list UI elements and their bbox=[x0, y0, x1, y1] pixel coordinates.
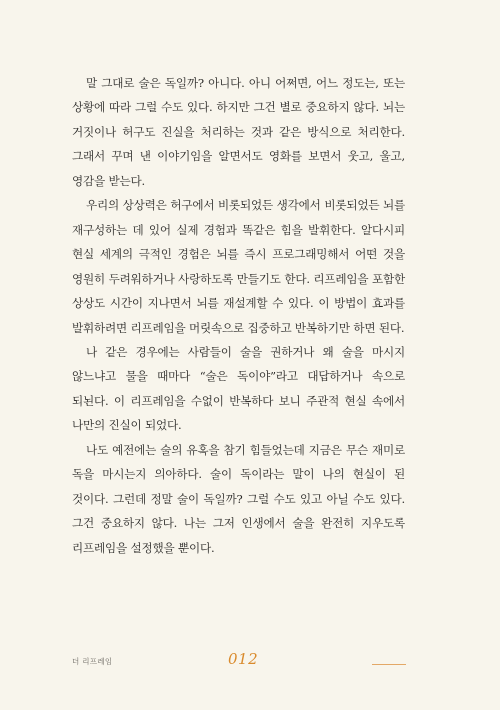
body-text bbox=[72, 71, 405, 560]
book-title-footer: 더 리프레임 bbox=[72, 657, 113, 666]
page-number: 012 bbox=[228, 650, 259, 668]
paragraph-2: 우리의 상상력은 허구에서 비롯되었든 생각에서 비롯되었든 뇌를 재구성하는 데 있어 실제 경험과 똑같은 힘을 발휘한다. 알다시피 현실 세계의 극적인 경험은 뇌를 즉시 프로그래밍해서 어떤 것을 영원히 두려워하거나 사랑하도록 만들기도 한다. 리프레임을 포함한 상상도 시간이 지나면서 뇌를 재설계할 수 있다. 이 방법이 효과를 발휘하려면 리프레임을 머릿속으로 집중하고 반복하기만 하면 된다. bbox=[72, 198, 405, 335]
footer-rule bbox=[372, 664, 406, 665]
page-footer bbox=[72, 652, 406, 672]
paragraph-3: 나 같은 경우에는 사람들이 술을 권하거나 왜 술을 마시지 않느냐고 물을 때마다 “술은 독이야”라고 대답하거나 속으로 되뇐다. 이 리프레임을 수없이 반복하다 보니 주관적 현실 속에서 나만의 진실이 되었다. bbox=[72, 344, 405, 433]
paragraph-1: 말 그대로 술은 독일까? 아니다. 아니 어쩌면, 어느 정도는, 또는 상황에 따라 그럴 수도 있다. 하지만 그건 별로 중요하지 않다. 뇌는 거짓이나 허구도 진실을 처리하는 것과 같은 방식으로 처리한다. 그래서 꾸며 낸 이야기임을 알면서도 영화를 보면서 웃고, 울고, 영감을 받는다. bbox=[72, 76, 405, 188]
paragraph-4: 나도 예전에는 술의 유혹을 참기 힘들었는데 지금은 무슨 재미로 독을 마시는지 의아하다. 술이 독이라는 말이 나의 현실이 된 것이다. 그런데 정말 술이 독일까? 그럴 수도 있고 아닐 수도 있다. 그건 중요하지 않다. 나는 그저 인생에서 술을 완전히 지우도록 리프레임을 설정했을 뿐이다. bbox=[72, 442, 405, 555]
